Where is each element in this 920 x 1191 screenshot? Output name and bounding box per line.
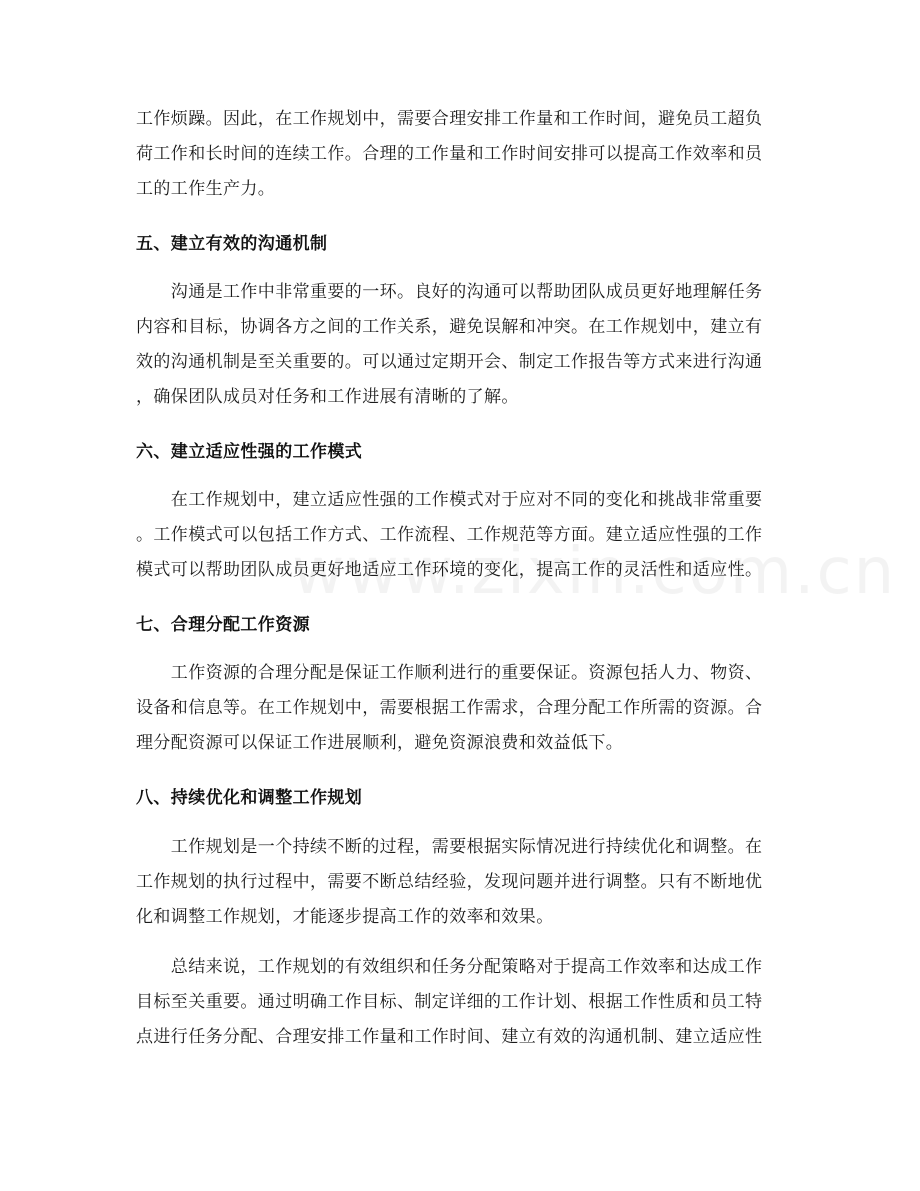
paragraph-line: 理分配资源可以保证工作进展顺利，避免资源浪费和效益低下。: [136, 733, 624, 753]
section-paragraph-5: [136, 275, 788, 415]
paragraph-line: 工作资源的合理分配是保证工作顺利进行的重要保证。资源包括人力、物资、: [136, 663, 763, 683]
section-paragraph-8: [136, 830, 788, 935]
paragraph-line: 模式可以帮助团队成员更好地适应工作环境的变化，提高工作的灵活性和适应性。: [136, 560, 763, 580]
paragraph-line: 目标至关重要。通过明确工作目标、制定详细的工作计划、根据工作性质和员工特: [136, 992, 763, 1012]
paragraph-line: 。工作模式可以包括工作方式、工作流程、工作规范等方面。建立适应性强的工作: [136, 525, 763, 545]
paragraph-line: ，确保团队成员对任务和工作进展有清晰的了解。: [136, 387, 519, 407]
section-paragraph-7: [136, 656, 788, 761]
paragraph-line: 荷工作和长时间的连续工作。合理的工作量和工作时间安排可以提高工作效率和员: [136, 144, 763, 164]
section-heading-6: 六、建立适应性强的工作模式: [136, 442, 363, 462]
section-heading-5: 五、建立有效的沟通机制: [136, 234, 328, 254]
paragraph-line: 总结来说，工作规划的有效组织和任务分配策略对于提高工作效率和达成工作: [136, 957, 763, 977]
paragraph-line: 沟通是工作中非常重要的一环。良好的沟通可以帮助团队成员更好地理解任务: [136, 282, 763, 302]
paragraph-line: 在工作规划中，建立适应性强的工作模式对于应对不同的变化和挑战非常重要: [136, 490, 763, 510]
section-heading-8: 八、持续优化和调整工作规划: [136, 788, 363, 808]
section-heading-7: 七、合理分配工作资源: [136, 615, 310, 635]
paragraph-line: 工作烦躁。因此，在工作规划中，需要合理安排工作量和工作时间，避免员工超负: [136, 109, 763, 129]
paragraph-line: 效的沟通机制是至关重要的。可以通过定期开会、制定工作报告等方式来进行沟通: [136, 352, 763, 372]
intro-paragraph: [136, 102, 788, 207]
paragraph-line: 设备和信息等。在工作规划中，需要根据工作需求，合理分配工作所需的资源。合: [136, 698, 763, 718]
section-paragraph-6: [136, 483, 788, 588]
paragraph-line: 内容和目标，协调各方之间的工作关系，避免误解和冲突。在工作规划中，建立有: [136, 317, 763, 337]
paragraph-line: 化和调整工作规划，才能逐步提高工作的效率和效果。: [136, 907, 554, 927]
summary-paragraph: [136, 950, 788, 1055]
paragraph-line: 工作规划是一个持续不断的过程，需要根据实际情况进行持续优化和调整。在: [136, 837, 763, 857]
paragraph-line: 点进行任务分配、合理安排工作量和工作时间、建立有效的沟通机制、建立适应性: [136, 1027, 763, 1047]
paragraph-line: 工作规划的执行过程中，需要不断总结经验，发现问题并进行调整。只有不断地优: [136, 872, 763, 892]
paragraph-line: 工的工作生产力。: [136, 179, 276, 199]
